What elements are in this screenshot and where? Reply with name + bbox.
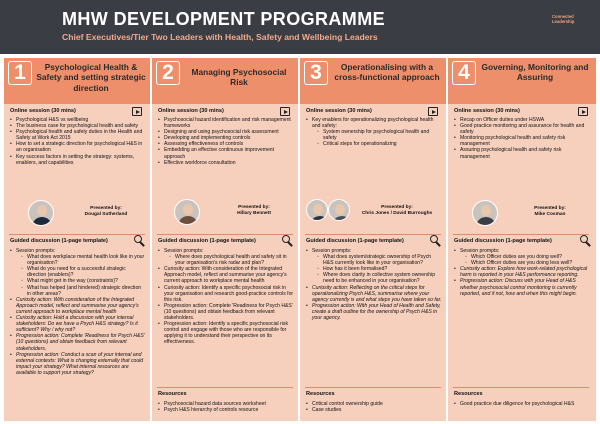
- presenter-block: [454, 200, 590, 230]
- guided-discussion-list: [306, 248, 442, 321]
- sub-list-item: ◦ Critical steps for operationalizing: [317, 141, 442, 147]
- list-item: • Session prompts: ◦ What does workplace mental health look like in your organisation? ◦ What do you need for a successful strategic direction (enablers)? ◦ What might get in the way (constraints)? ◦ What has helped (and hindered) strategic direction in other areas?: [10, 248, 146, 297]
- divider: [305, 234, 441, 235]
- list-item: • Psychological H&S vs wellbeing: [10, 117, 146, 123]
- list-item: • Psych H&S hierarchy of controls resource: [158, 407, 294, 413]
- sub-list-item: ◦ Where does clarity in collective system ownership need to be enhanced in your organisation?: [317, 272, 442, 284]
- list-item: • Developing and implementing controls: [158, 135, 294, 141]
- module-number: 2: [156, 61, 180, 85]
- module-title: Governing, Monitoring and Assuring: [481, 62, 589, 83]
- header-banner: [0, 0, 600, 54]
- video-icon: [428, 107, 438, 116]
- online-topics-list: [158, 117, 294, 166]
- video-icon: [132, 107, 142, 116]
- online-topics-list: [10, 117, 146, 166]
- list-item: • Curiosity action: Explore how work-related psychological harm is reported in your H&S performance reporting.: [454, 266, 590, 278]
- module-number: 3: [304, 61, 328, 85]
- list-item: • Curiosity action: Identify a specific psychosocial risk in your organisation and research good-practice controls for this risk.: [158, 285, 294, 303]
- list-item: • Progression action: With your Head of Health and Safety, create a draft outline for the ownership of Psych H&S in your agency.: [306, 303, 442, 321]
- list-item: • Progression action: Identify a specific psychosocial risk control and engage with those who are responsible for applying it to understand their perspective on its effectiveness.: [158, 321, 294, 345]
- guided-discussion-heading: Guided discussion (1-page template): [306, 238, 404, 244]
- presenter-text: Presented by: Hillary Bennett: [237, 205, 271, 216]
- list-item: • How to set a strategic direction for psychological H&S in an organisation: [10, 141, 146, 153]
- module-number: 1: [8, 61, 32, 85]
- list-item: • Progression action: Conduct a scan of your internal and external contexts: What is changing externally that could impact your strategy? What internal resources are available to support your strategy?: [10, 352, 146, 376]
- presenter-text: Presented by: Chris Jones / David Burroughs: [361, 205, 433, 216]
- page-subtitle: Chief Executives/Tier Two Leaders with Health, Safety and Wellbeing Leaders: [62, 32, 378, 42]
- presenter-photo: [28, 200, 54, 226]
- module-number: 4: [452, 61, 476, 85]
- list-item: • Session prompts: ◦ What does system/strategic ownership of Psych H&S currently look like in your organisation? ◦ How has it been formalised? ◦ Where does clarity in collective system ownership need to be enhanced in your organisation?: [306, 248, 442, 285]
- sub-list-item: ◦ How has it been formalised?: [317, 266, 442, 272]
- list-item: • Session prompts: ◦ Where does psychological health and safety sit in your organisation's risk radar and plan?: [158, 248, 294, 266]
- divider: [453, 234, 589, 235]
- divider: [305, 387, 441, 388]
- page-title: MHW DEVELOPMENT PROGRAMME: [62, 9, 385, 29]
- video-icon: [578, 107, 588, 116]
- module-title: Managing Psychosocial Risk: [191, 67, 287, 88]
- list-item: • The business case for psychological health and safety: [10, 123, 146, 129]
- sub-list-item: ◦ What might get in the way (constraints)?: [21, 278, 146, 284]
- magnifier-icon: [430, 235, 442, 247]
- resources-list: [306, 401, 442, 413]
- presenter-block: [158, 199, 294, 229]
- list-item: • Progression action: Complete 'Readiness for Psych H&S' (10 questions) and obtain feedback from relevant stakeholders.: [158, 303, 294, 321]
- presenter-block: [10, 200, 146, 230]
- magnifier-icon: [134, 235, 146, 247]
- divider: [9, 234, 145, 235]
- online-session-heading: Online session (30 mins): [158, 108, 224, 114]
- sub-list-item: ◦ System ownership for psychological health and safety: [317, 129, 442, 141]
- guided-discussion-list: [158, 248, 294, 346]
- list-item: • Designing and using psychosocial risk assessment: [158, 129, 294, 135]
- list-item: • Curiosity action: With consideration of the Integrated Approach model, reflect and summarise your agency's current approach to workplace mental health: [158, 266, 294, 284]
- module-3-column: [300, 58, 446, 421]
- list-item: • Good practice monitoring and assurance for health and safety: [454, 123, 590, 135]
- video-icon: [280, 107, 290, 116]
- divider: [157, 387, 293, 388]
- list-item: • Curiosity action: Reflecting on the critical steps for operationalizing Psych H&S, summarise where your agency currently is and what steps you have taken so far.: [306, 285, 442, 303]
- sub-list-item: ◦ Which Officer duties are you doing less well?: [465, 260, 590, 266]
- online-session-heading: Online session (30 mins): [10, 108, 76, 114]
- list-item: • Critical control ownership guide: [306, 401, 442, 407]
- module-4-header: [448, 58, 596, 104]
- list-item: • Progression action: Complete 'Readiness for Psych H&S' (10 questions) and obtain feedback from relevant stakeholders.: [10, 333, 146, 351]
- presenter-photo: [174, 199, 200, 225]
- list-item: • Psychosocial hazard identification and risk management frameworks: [158, 117, 294, 129]
- presenter-block: [306, 199, 442, 229]
- guided-discussion-heading: Guided discussion (1-page template): [10, 238, 108, 244]
- guided-discussion-list: [454, 248, 590, 297]
- list-item: • Curiosity action: With consideration of the Integrated Approach model, reflect and summarise your agency's current approach to workplace mental health: [10, 297, 146, 315]
- resources-heading: Resources: [454, 391, 483, 397]
- divider: [453, 387, 589, 388]
- resources-heading: Resources: [158, 391, 187, 397]
- resources-heading: Resources: [306, 391, 335, 397]
- list-item: • Good practice due diligence for psychological H&S: [454, 401, 590, 407]
- module-4-column: [448, 58, 596, 421]
- sub-list-item: ◦ What does workplace mental health look like in your organisation?: [21, 254, 146, 266]
- list-item: • Curiosity action: Hold a discussion with your internal stakeholders: Do we have a Psych H&S strategy? Is it sufficient? Why / why not?: [10, 315, 146, 333]
- sub-list-item: ◦ Where does psychological health and safety sit in your organisation's risk radar and plan?: [169, 254, 294, 266]
- list-item: • Monitoring psychological health and safety risk management: [454, 135, 590, 147]
- guided-discussion-heading: Guided discussion (1-page template): [158, 238, 256, 244]
- online-session-heading: Online session (30 mins): [306, 108, 372, 114]
- list-item: • Recap on Officer duties under HSWA: [454, 117, 590, 123]
- list-item: • Progression action: Discuss with your Head of H&S whether psychosocial control monitoring is currently reported, and if not, how and when this might begin.: [454, 278, 590, 296]
- list-item: • Session prompts: ◦ Which Officer duties are you doing well? ◦ Which Officer duties are you doing less well?: [454, 248, 590, 266]
- sub-list-item: ◦ Which Officer duties are you doing well?: [465, 254, 590, 260]
- list-item: • Effective workforce consultation: [158, 160, 294, 166]
- module-3-header: [300, 58, 446, 104]
- sub-list-item: ◦ What has helped (and hindered) strategic direction in other areas?: [21, 285, 146, 297]
- presenter-text: Presented by: Mike Cosman: [534, 206, 566, 217]
- module-title: Operationalising with a cross-functional approach: [334, 62, 440, 83]
- magnifier-icon: [282, 235, 294, 247]
- module-2-column: [152, 58, 298, 421]
- module-2-header: [152, 58, 298, 104]
- list-item: • Psychosocial hazard data sources worksheet: [158, 401, 294, 407]
- module-1-header: [4, 58, 150, 104]
- presenter-photo: [472, 200, 498, 226]
- resources-list: [158, 401, 294, 413]
- module-1-column: [4, 58, 150, 421]
- resources-list: [454, 401, 590, 407]
- list-item: • Key success factors in setting the strategy: systems, enablers, and capabilities: [10, 154, 146, 166]
- sub-list-item: ◦ What do you need for a successful strategic direction (enablers)?: [21, 266, 146, 278]
- list-item: • Embedding an effective continuous improvement approach: [158, 147, 294, 159]
- divider: [157, 234, 293, 235]
- list-item: • Assuring psychological health and safety risk management: [454, 147, 590, 159]
- list-item: • Assessing effectiveness of controls: [158, 141, 294, 147]
- brand-logo: Connected Leadership: [552, 14, 575, 24]
- presenter-photo: [306, 199, 328, 221]
- presenter-text: Presented by: Dougal Sutherland: [84, 206, 128, 217]
- magnifier-icon: [580, 235, 592, 247]
- list-item: • Case studies: [306, 407, 442, 413]
- online-topics-list: [454, 117, 590, 160]
- guided-discussion-heading: Guided discussion (1-page template): [454, 238, 552, 244]
- sub-list-item: ◦ What does system/strategic ownership of Psych H&S currently look like in your organisation?: [317, 254, 442, 266]
- online-session-heading: Online session (30 mins): [454, 108, 520, 114]
- list-item: • Key enablers for operationalizing psychological health and safety: ◦ System ownership for psychological health and safety ◦ Critical steps for operationalizing: [306, 117, 442, 147]
- list-item: • Psychological health and safety duties in the Health and Safety at Work Act 2015: [10, 129, 146, 141]
- online-topics-list: [306, 117, 442, 147]
- guided-discussion-list: [10, 248, 146, 376]
- module-title: Psychological Health & Safety and setting strategic direction: [36, 62, 146, 93]
- presenter-photo: [328, 199, 350, 221]
